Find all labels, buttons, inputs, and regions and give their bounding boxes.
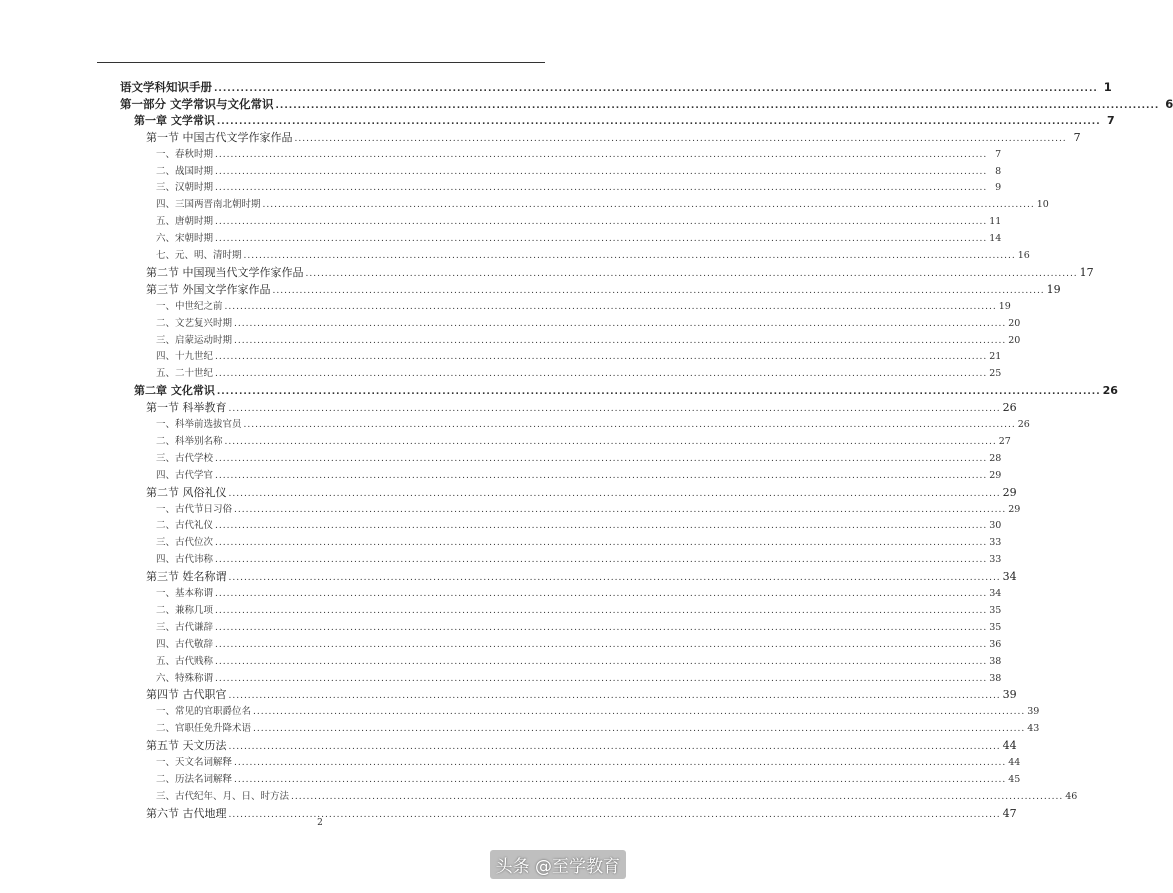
toc-entry[interactable] <box>156 720 1040 738</box>
toc-entry-page: 35 <box>989 604 1002 616</box>
toc-leader-dots: ........................................................................................................................................................................................................ <box>228 488 1001 499</box>
toc-entry-page: 38 <box>989 672 1002 684</box>
toc-entry[interactable] <box>156 619 1002 637</box>
toc-entry[interactable] <box>156 230 1002 248</box>
toc-entry[interactable] <box>156 653 1002 671</box>
toc-entry-title: 二、官职任免升降术语 <box>156 723 252 735</box>
toc-entry[interactable] <box>146 264 1094 282</box>
toc-leader-dots: ........................................................................................................................................................................................................ <box>215 673 988 684</box>
toc-entry[interactable] <box>156 146 1002 164</box>
toc-entry[interactable] <box>156 501 1021 519</box>
toc-leader-dots: ........................................................................................................................................................................................................ <box>243 420 1016 430</box>
toc-entry-page: 6 <box>1165 96 1173 111</box>
toc-entry-page: 35 <box>989 621 1002 633</box>
toc-leader-dots: ........................................................................................................................................................................................................ <box>215 217 988 228</box>
toc-entry-page: 7 <box>1073 130 1081 144</box>
toc-entry-title: 三、启蒙运动时期 <box>156 334 233 346</box>
toc-entry-page: 29 <box>1008 503 1021 515</box>
toc-entry[interactable] <box>156 636 1002 654</box>
toc-entry-page: 14 <box>989 233 1002 245</box>
toc-leader-dots: ........................................................................................................................................................................................................ <box>243 251 1016 261</box>
toc-leader-dots: ........................................................................................................................................................................................................ <box>234 774 1007 785</box>
toc-entry-page: 19 <box>1046 282 1061 296</box>
toc-entry[interactable] <box>156 450 1002 468</box>
toc-entry-title: 第五节 天文历法 <box>146 739 227 753</box>
toc-leader-dots: ........................................................................................................................................................................................................ <box>215 234 988 245</box>
toc-entry[interactable] <box>156 534 1002 552</box>
toc-leader-dots: ........................................................................................................................................................................................................ <box>253 707 1026 718</box>
toc-entry-title: 四、古代敬辞 <box>156 638 214 650</box>
toc-entry-page: 38 <box>989 655 1002 667</box>
toc-leader-dots: ........................................................................................................................................................................................................ <box>228 809 1001 820</box>
toc-leader-dots: ........................................................................................................................................................................................................ <box>215 622 988 633</box>
toc-entry-title: 一、常见的官职爵位名 <box>156 706 252 718</box>
toc-entry-title: 第四节 古代职官 <box>146 688 227 702</box>
toc-entry-title: 二、文艺复兴时期 <box>156 317 233 329</box>
toc-entry-title: 语文学科知识手册 <box>120 80 212 94</box>
toc-entry-page: 9 <box>995 182 1002 194</box>
toc-entry-page: 27 <box>998 435 1011 447</box>
toc-entry-page: 36 <box>989 638 1002 650</box>
toc-entry-page: 46 <box>1065 790 1078 802</box>
toc-entry[interactable] <box>156 788 1078 806</box>
toc-entry-page: 44 <box>1008 757 1021 768</box>
toc-entry[interactable] <box>156 467 1002 485</box>
toc-leader-dots: ........................................................................................................................................................................................................ <box>215 183 988 194</box>
toc-entry[interactable] <box>156 298 1011 316</box>
toc-entry-page: 29 <box>1002 485 1017 499</box>
toc-entry-title: 五、古代贱称 <box>156 655 214 667</box>
toc-entry-title: 第三节 外国文学作家作品 <box>146 282 271 296</box>
toc-entry-page: 16 <box>1017 250 1030 261</box>
toc-entry[interactable] <box>156 585 1002 603</box>
toc-entry-page: 34 <box>989 588 1002 599</box>
toc-entry-page: 29 <box>989 469 1002 481</box>
toc-leader-dots: ........................................................................................................................................................................................................ <box>215 470 988 481</box>
toc-entry[interactable] <box>156 602 1002 620</box>
toc-entry-title: 第一部分 文学常识与文化常识 <box>120 96 274 111</box>
toc-entry-title: 二、古代礼仪 <box>156 520 214 532</box>
toc-entry[interactable] <box>146 129 1081 147</box>
toc-entry-title: 第二节 风俗礼仪 <box>146 485 227 499</box>
toc-entry-title: 三、汉朝时期 <box>156 182 214 194</box>
toc-entry[interactable] <box>156 517 1002 535</box>
toc-entry-page: 7 <box>995 148 1002 160</box>
page-number: 2 <box>317 818 323 828</box>
toc-leader-dots: ........................................................................................................................................................................................................ <box>224 301 997 312</box>
toc-entry-page: 33 <box>989 537 1002 549</box>
toc-entry-page: 26 <box>1017 419 1030 430</box>
toc-entry[interactable] <box>134 112 1115 130</box>
toc-entry[interactable] <box>146 568 1017 586</box>
toc-entry-page: 28 <box>989 452 1002 464</box>
toc-entry-page: 8 <box>995 165 1002 177</box>
toc-leader-dots: ........................................................................................................................................................................................................ <box>228 742 1001 753</box>
toc-leader-dots: ........................................................................................................................................................................................................ <box>294 133 1067 144</box>
toc-entry[interactable] <box>156 754 1021 772</box>
toc-entry[interactable] <box>156 670 1002 688</box>
toc-entry[interactable] <box>156 315 1021 333</box>
toc-entry-title: 二、历法名词解释 <box>156 773 233 785</box>
toc-entry-title: 四、三国两晋南北朝时期 <box>156 199 261 211</box>
toc-entry-page: 45 <box>1008 773 1021 785</box>
toc-entry-title: 二、战国时期 <box>156 165 214 177</box>
toc-entry[interactable] <box>146 281 1061 299</box>
toc-entry-title: 一、天文名词解释 <box>156 757 233 768</box>
toc-entry-title: 六、特殊称谓 <box>156 672 214 684</box>
toc-entry-title: 五、唐朝时期 <box>156 216 214 228</box>
toc-entry-page: 17 <box>1079 265 1094 279</box>
toc-entry-title: 第二章 文化常识 <box>134 384 215 398</box>
toc-entry-title: 第一节 科举教育 <box>146 401 227 415</box>
toc-leader-dots: ........................................................................................................................................................................................................ <box>272 285 1045 296</box>
toc-leader-dots: ........................................................................................................................................................................................................ <box>224 436 997 447</box>
toc-entry-page: 44 <box>1002 739 1017 753</box>
toc-entry-page: 10 <box>1036 199 1049 211</box>
toc-entry[interactable] <box>156 163 1002 181</box>
toc-entry[interactable] <box>156 247 1030 265</box>
header-rule <box>97 62 545 63</box>
toc-leader-dots: ........................................................................................................................................................................................................ <box>216 387 1101 398</box>
toc-entry-page: 47 <box>1002 806 1017 820</box>
toc-entry[interactable] <box>146 484 1017 502</box>
toc-leader-dots: ........................................................................................................................................................................................................ <box>228 573 1001 584</box>
toc-entry-page: 7 <box>1106 113 1115 127</box>
toc-leader-dots: ........................................................................................................................................................................................................ <box>216 116 1101 127</box>
toc-entry-title: 二、科举别名称 <box>156 435 223 447</box>
toc-entry[interactable] <box>156 196 1049 214</box>
toc-entry-title: 四、十九世纪 <box>156 351 214 363</box>
toc-entry-page: 26 <box>1002 401 1017 415</box>
toc-leader-dots: ........................................................................................................................................................................................................ <box>215 656 988 667</box>
toc-leader-dots: ........................................................................................................................................................................................................ <box>215 538 988 549</box>
toc-entry-title: 第三节 姓名称谓 <box>146 570 227 584</box>
toc-entry-page: 21 <box>989 351 1002 363</box>
toc-entry-title: 一、科举前选拔官员 <box>156 419 242 430</box>
toc-entry[interactable] <box>134 382 1118 400</box>
toc-entry-title: 第一节 中国古代文学作家作品 <box>146 130 293 144</box>
toc-entry-page: 39 <box>1002 688 1017 702</box>
toc-leader-dots: ........................................................................................................................................................................................................ <box>215 149 988 160</box>
toc-entry-title: 第二节 中国现当代文学作家作品 <box>146 265 304 279</box>
toc-entry[interactable] <box>120 95 1173 113</box>
toc-entry-page: 20 <box>1008 334 1021 346</box>
toc-entry-title: 第六节 古代地理 <box>146 806 227 820</box>
toc-entry[interactable] <box>156 703 1040 721</box>
toc-leader-dots: ........................................................................................................................................................................................................ <box>215 555 988 566</box>
toc-entry-page: 43 <box>1027 723 1040 735</box>
toc-leader-dots: ........................................................................................................................................................................................................ <box>234 758 1007 768</box>
toc-entry[interactable] <box>146 737 1017 755</box>
toc-leader-dots: ........................................................................................................................................................................................................ <box>215 605 988 616</box>
toc-entry-page: 19 <box>998 300 1011 312</box>
toc-entry-page: 30 <box>989 520 1002 532</box>
toc-entry[interactable] <box>156 348 1002 366</box>
toc-entry[interactable] <box>156 551 1002 569</box>
toc-leader-dots: ........................................................................................................................................................................................................ <box>234 335 1007 346</box>
toc-leader-dots: ........................................................................................................................................................................................................ <box>234 504 1007 515</box>
toc-entry-page: 33 <box>989 554 1002 566</box>
toc-leader-dots: ........................................................................................................................................................................................................ <box>291 791 1064 802</box>
toc-entry-title: 三、古代位次 <box>156 537 214 549</box>
toc-leader-dots: ........................................................................................................................................................................................................ <box>215 352 988 363</box>
toc-leader-dots: ........................................................................................................................................................................................................ <box>215 639 988 650</box>
toc-leader-dots: ........................................................................................................................................................................................................ <box>215 589 988 599</box>
toc-entry-title: 一、古代节日习俗 <box>156 503 233 515</box>
toc-leader-dots: ........................................................................................................................................................................................................ <box>275 100 1160 111</box>
toc-leader-dots: ........................................................................................................................................................................................................ <box>234 318 1007 329</box>
toc-leader-dots: ........................................................................................................................................................................................................ <box>215 369 988 380</box>
toc-entry-title: 第一章 文学常识 <box>134 113 215 127</box>
toc-entry[interactable] <box>156 433 1011 451</box>
toc-leader-dots: ........................................................................................................................................................................................................ <box>228 691 1001 702</box>
toc-leader-dots: ........................................................................................................................................................................................................ <box>215 453 988 464</box>
toc-entry-title: 一、春秋时期 <box>156 148 214 160</box>
toc-entry[interactable] <box>156 213 1002 231</box>
toc-entry-page: 11 <box>989 216 1002 228</box>
toc-entry-title: 一、中世纪之前 <box>156 300 223 312</box>
toc-entry-title: 七、元、明、清时期 <box>156 250 242 261</box>
toc-entry-page: 39 <box>1027 706 1040 718</box>
toc-leader-dots: ........................................................................................................................................................................................................ <box>214 84 1098 94</box>
toc-entry-title: 三、古代学校 <box>156 452 214 464</box>
toc-leader-dots: ........................................................................................................................................................................................................ <box>215 521 988 532</box>
toc-entry[interactable] <box>156 365 1002 383</box>
toc-entry-page: 1 <box>1103 80 1112 94</box>
toc-entry[interactable] <box>146 686 1017 704</box>
toc-leader-dots: ........................................................................................................................................................................................................ <box>228 404 1001 415</box>
toc-entry-title: 四、古代学官 <box>156 469 214 481</box>
toc-entry-title: 一、基本称谓 <box>156 588 214 599</box>
toc-leader-dots: ........................................................................................................................................................................................................ <box>262 200 1035 211</box>
toc-entry-page: 34 <box>1002 570 1017 584</box>
toc-leader-dots: ........................................................................................................................................................................................................ <box>253 724 1026 735</box>
toc-entry[interactable] <box>156 179 1002 197</box>
toc-entry[interactable] <box>156 416 1030 434</box>
toc-leader-dots: ........................................................................................................................................................................................................ <box>215 166 988 177</box>
toc-entry-title: 五、二十世纪 <box>156 368 214 380</box>
toc-entry-title: 三、古代谦辞 <box>156 621 214 633</box>
toc-entry-title: 三、古代纪年、月、日、时方法 <box>156 790 290 802</box>
toc-entry-title: 二、兼称几项 <box>156 604 214 616</box>
watermark-logo: 头条 @至学教育 <box>490 850 626 879</box>
toc-entry[interactable] <box>156 771 1021 789</box>
toc-entry[interactable] <box>156 332 1021 350</box>
toc-entry[interactable] <box>120 78 1112 96</box>
toc-entry-page: 20 <box>1008 317 1021 329</box>
toc-entry-page: 26 <box>1102 384 1118 398</box>
toc-entry-page: 25 <box>989 368 1002 380</box>
toc-entry[interactable] <box>146 399 1017 417</box>
toc-leader-dots: ........................................................................................................................................................................................................ <box>305 268 1078 279</box>
toc-entry-title: 四、古代讳称 <box>156 554 214 566</box>
toc-entry-title: 六、宋朝时期 <box>156 233 214 245</box>
